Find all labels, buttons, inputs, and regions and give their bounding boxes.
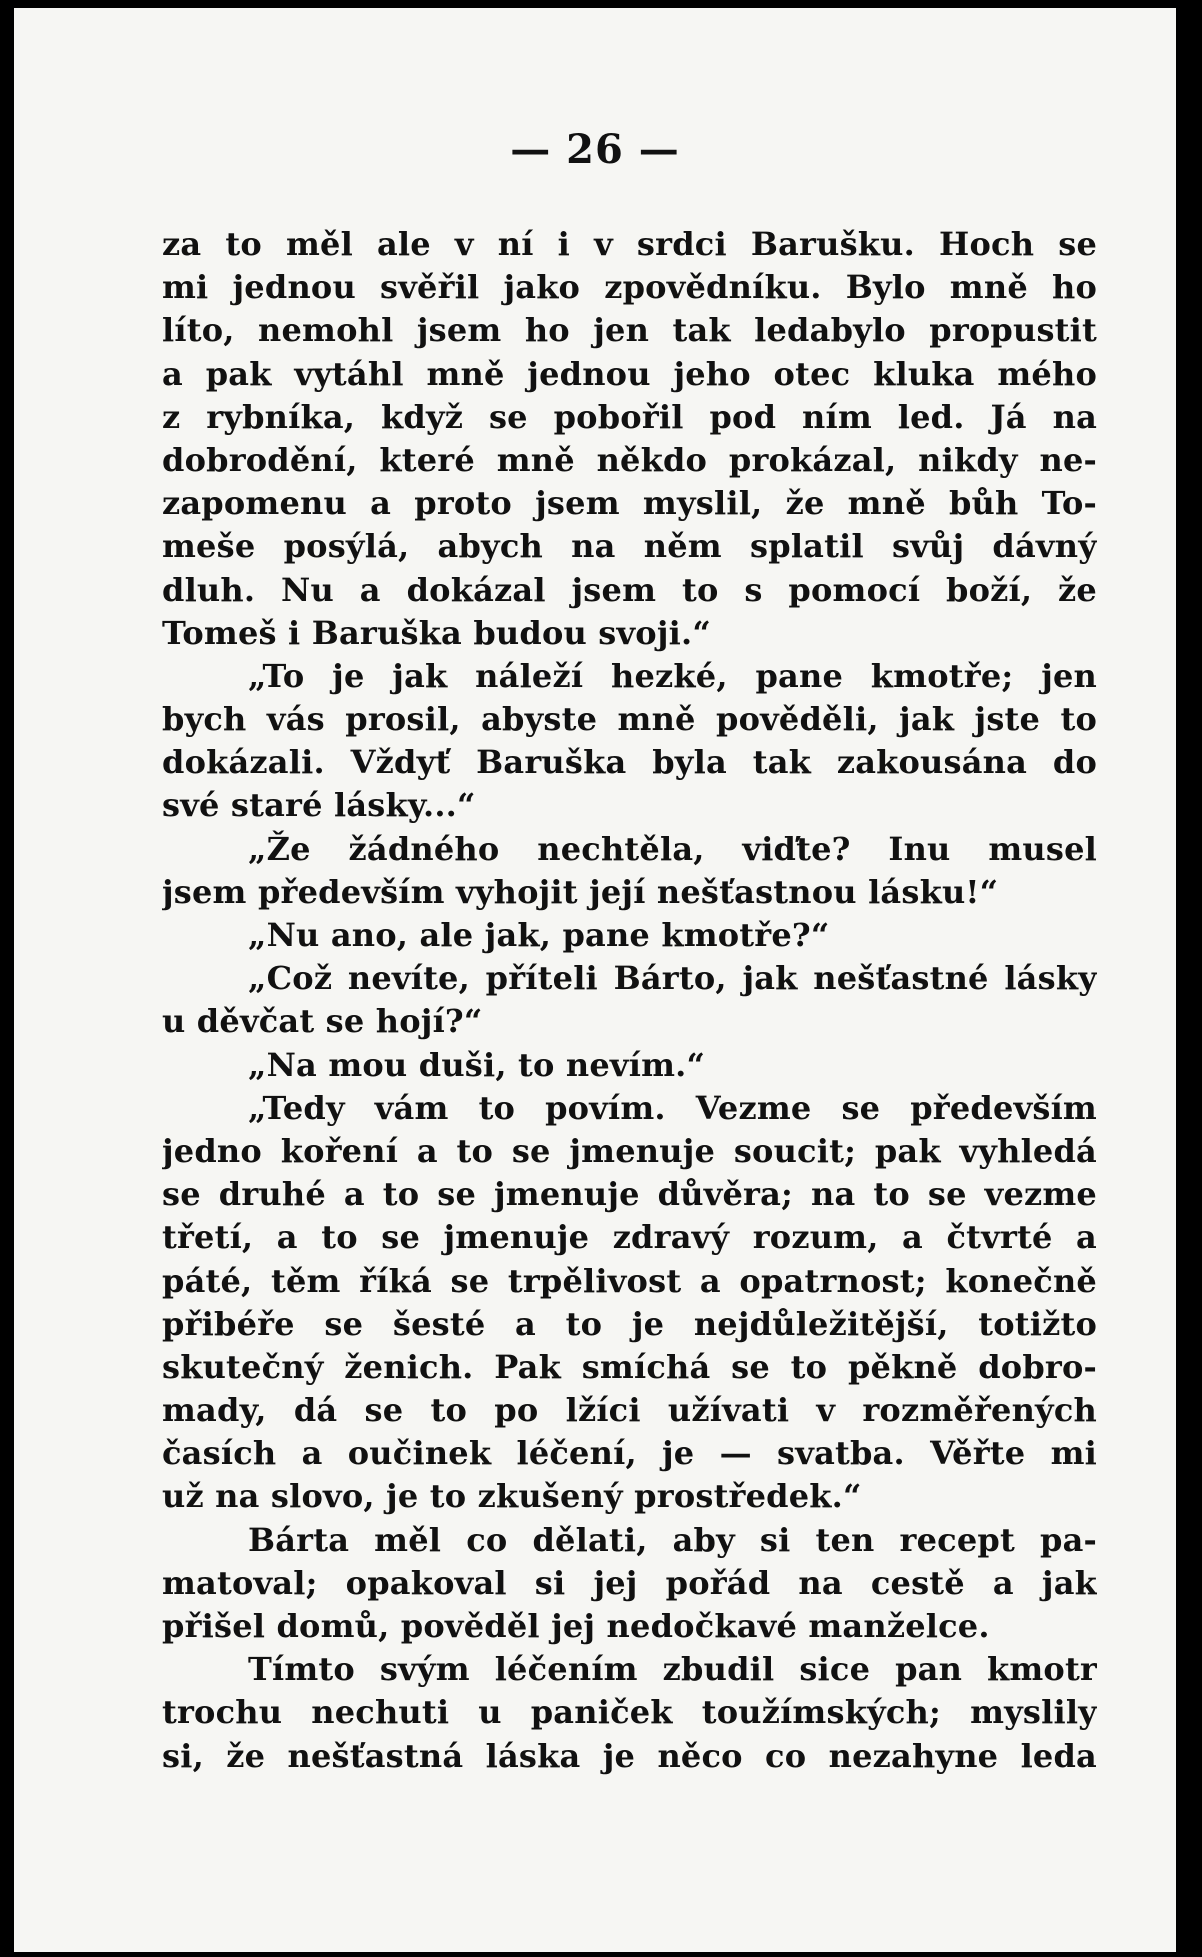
text-line: skutečný ženich. Pak smíchá se to pěkně dobro- — [162, 1347, 1097, 1386]
text-line: „Nu ano, ale jak, pane kmotře?“ — [248, 916, 830, 954]
text-line: „Na mou duši, to nevím.“ — [248, 1045, 706, 1084]
scan-border — [1176, 0, 1202, 1957]
text-line: Tímto svým léčením zbudil sice pan kmotr — [248, 1650, 1097, 1689]
text-line: líto, nemohl jsem ho jen tak ledabylo propustit — [162, 311, 1097, 350]
text-line: za to měl ale v ní i v srdci Barušku. Hoch se — [162, 225, 1097, 263]
text-line: bych vás prosil, abyste mně pověděli, jak jste to — [162, 700, 1097, 739]
text-line: dobrodění, které mně někdo prokázal, nikdy ne- — [162, 440, 1097, 479]
text-line: meše posýlá, abych na něm splatil svůj dávný — [162, 527, 1097, 566]
text-line: přišel domů, pověděl jej nedočkavé manželce. — [162, 1607, 990, 1645]
text-line: mi jednou svěřil jako zpovědníku. Bylo mně ho — [162, 268, 1097, 307]
text-line: Bárta měl co dělati, aby si ten recept pa- — [248, 1520, 1097, 1559]
text-line: „Což nevíte, příteli Bárto, jak nešťastné lásky — [248, 959, 1097, 998]
text-line: „Tedy vám to povím. Vezme se především — [248, 1088, 1097, 1127]
text-line: „Že žádného nechtěla, viďte? Inu musel — [248, 829, 1097, 868]
text-line: přibéře se šesté a to je nejdůležitější, totižto — [162, 1304, 1097, 1343]
text-line: jsem především vyhojit její nešťastnou lásku!“ — [162, 872, 999, 911]
text-line: časích a oučinek léčení, je — svatba. Věřte mi — [162, 1434, 1097, 1473]
text-line: jedno koření a to se jmenuje soucit; pak vyhledá — [162, 1131, 1097, 1170]
text-line: se druhé a to se jmenuje důvěra; na to se vezme — [162, 1175, 1097, 1214]
text-line: si, že nešťastná láska je něco co nezahyne leda — [162, 1736, 1097, 1775]
text-line: u děvčat se hojí?“ — [162, 1002, 483, 1041]
text-line: trochu nechuti u paniček toužímských; myslily — [162, 1693, 1097, 1732]
body-text — [162, 223, 1097, 1778]
text-line: mady, dá se to po lžíci užívati v rozměřených — [162, 1391, 1097, 1430]
text-line: „To je jak náleží hezké, pane kmotře; jen — [248, 656, 1097, 695]
text-line: Tomeš i Baruška budou svoji.“ — [162, 613, 711, 652]
text-line: své staré lásky...“ — [162, 786, 476, 825]
text-line: dluh. Nu a dokázal jsem to s pomocí boží, že — [162, 570, 1097, 609]
text-line: z rybníka, když se pobořil pod ním led. Já na — [162, 397, 1097, 436]
text-line: a pak vytáhl mně jednou jeho otec kluka mého — [162, 354, 1097, 393]
text-line: už na slovo, je to zkušený prostředek.“ — [162, 1477, 862, 1516]
text-line: třetí, a to se jmenuje zdravý rozum, a čtvrté a — [162, 1218, 1097, 1257]
text-line: páté, těm říká se trpělivost a opatrnost; konečně — [162, 1261, 1097, 1300]
text-line: matoval; opakoval si jej pořád na cestě a jak — [162, 1563, 1097, 1602]
text-line: zapomenu a proto jsem myslil, že mně bůh To- — [162, 484, 1097, 523]
book-page — [14, 8, 1176, 1952]
text-line: dokázali. Vždyť Baruška byla tak zakousána do — [162, 743, 1097, 782]
page-number: — 26 — — [510, 126, 680, 173]
